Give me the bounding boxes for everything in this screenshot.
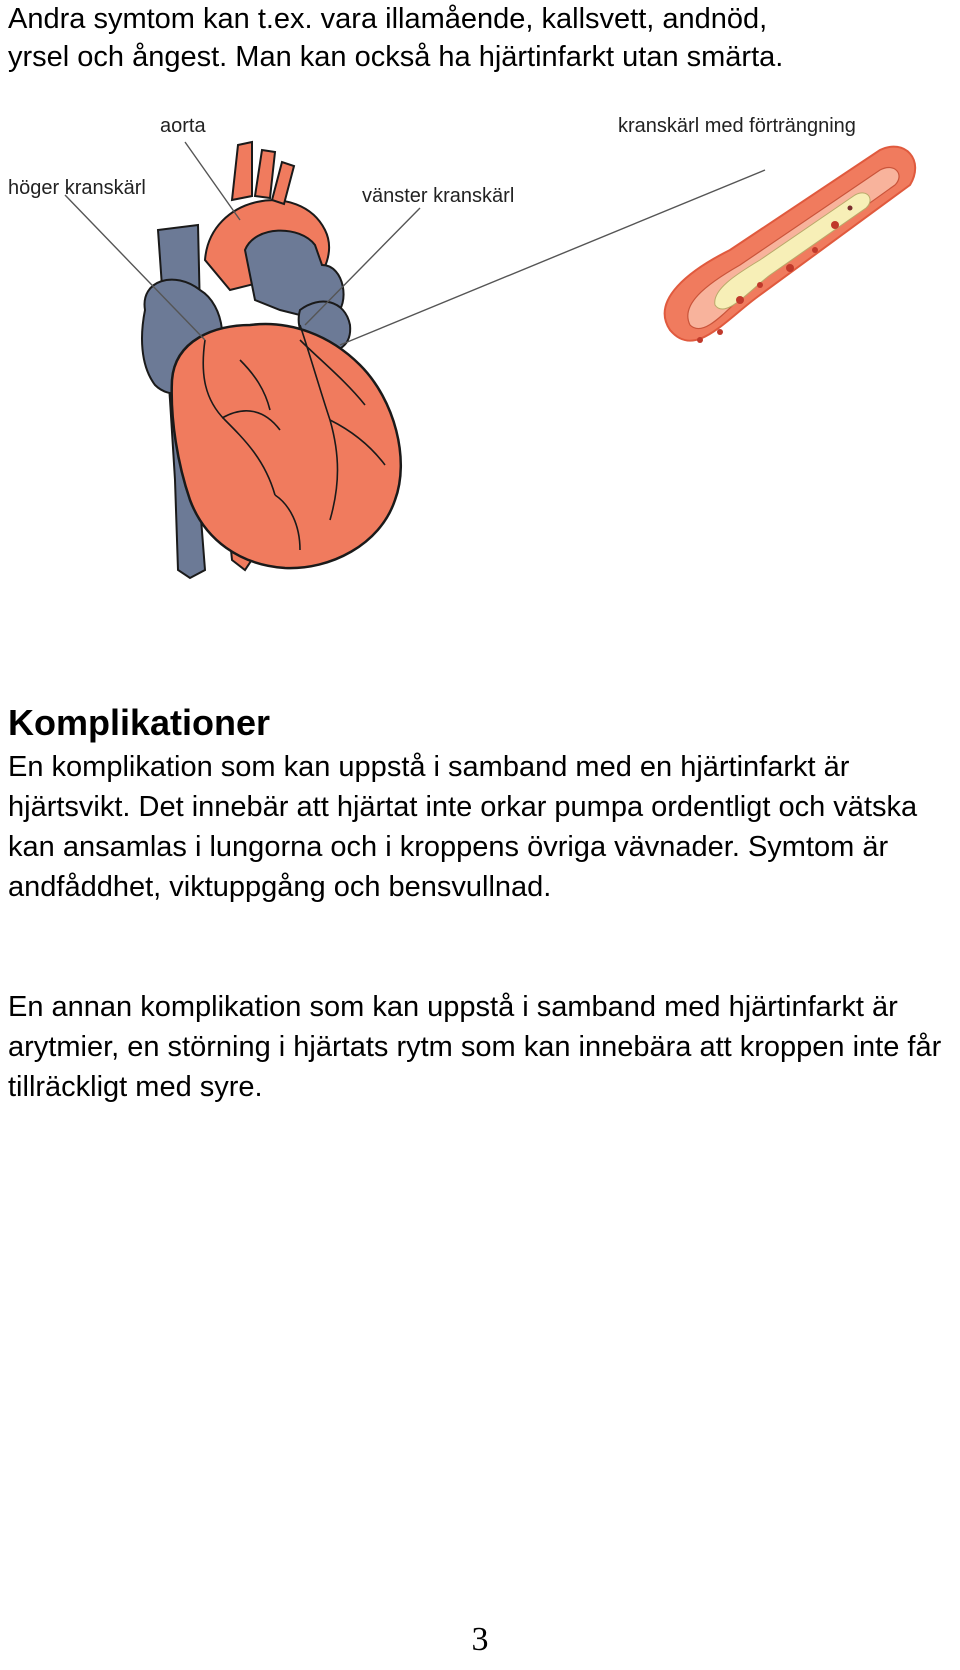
label-left-coronary: vänster kranskärl [362, 185, 515, 207]
narrowed-vessel [665, 147, 915, 343]
heart-ventricles [172, 324, 401, 568]
label-narrowed-vessel: kranskärl med förträngning [618, 115, 856, 137]
section-heading: Komplikationer [8, 702, 271, 743]
page-number: 3 [471, 1621, 489, 1658]
intro-line-2: yrsel och ångest. Man kan också ha hjärtinfarkt utan smärta. [8, 41, 784, 73]
paragraph-arrhythmia: En annan komplikation som kan uppstå i samband med hjärtinfarkt är arytmier, en störning i hjärtats rytm som kan innebära att kroppen inte får tillräckligt med syre. [8, 991, 942, 1103]
paragraph-heart-failure: En komplikation som kan uppstå i samband med en hjärtinfarkt är hjärtsvikt. Det innebär att hjärtat inte orkar pumpa ordentligt och vätska kan ansamlas i lungorna och i kroppens övriga vävnader. Symtom är andfåddhet, viktuppgång och bensvullnad. [8, 751, 918, 903]
heart-diagram-svg [0, 100, 960, 620]
heart-diagram [0, 100, 960, 620]
intro-text [8, 0, 948, 76]
label-aorta: aorta [160, 115, 206, 137]
label-right-coronary: höger kranskärl [8, 177, 146, 199]
intro-line-1: Andra symtom kan t.ex. vara illamående, kallsvett, andnöd, [8, 3, 768, 35]
